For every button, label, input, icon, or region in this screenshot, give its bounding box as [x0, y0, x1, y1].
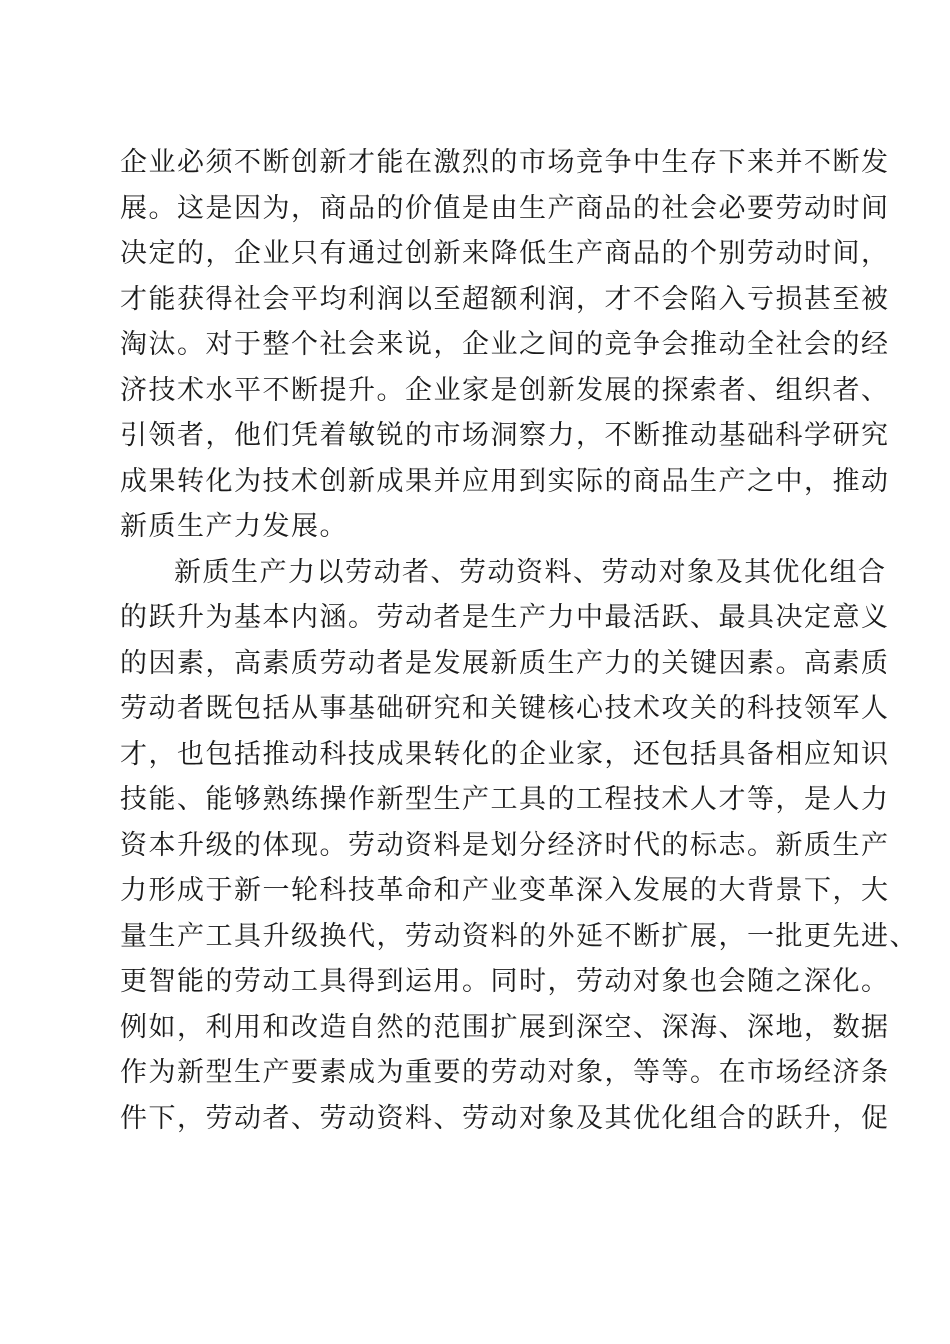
text-line: 新质生产力发展。 [120, 511, 348, 542]
text-line: 件下，劳动者、劳动资料、劳动对象及其优化组合的跃升，促 [120, 1102, 890, 1134]
text-line: 力形成于新一轮科技革命和产业变革深入发展的大背景下，大 [120, 875, 890, 906]
text-line: 展。这是因为，商品的价值是由生产商品的社会必要劳动时间 [120, 192, 890, 224]
text-line: 量生产工具升级换代，劳动资料的外延不断扩展，一批更先进、 [120, 920, 918, 952]
text-line: 决定的，企业只有通过创新来降低生产商品的个别劳动时间， [120, 238, 890, 269]
text-line: 新质生产力以劳动者、劳动资料、劳动对象及其优化组合 [174, 556, 887, 588]
text-line: 才，也包括推动科技成果转化的企业家，还包括具备相应知识 [120, 738, 890, 770]
text-line: 企业必须不断创新才能在激烈的市场竞争中生存下来并不断发 [120, 147, 890, 178]
text-line: 资本升级的体现。劳动资料是划分经济时代的标志。新质生产 [120, 829, 890, 861]
text-line: 更智能的劳动工具得到运用。同时，劳动对象也会随之深化。 [120, 966, 890, 997]
text-line: 济技术水平不断提升。企业家是创新发展的探索者、组织者、 [120, 374, 890, 406]
text-line: 淘汰。对于整个社会来说，企业之间的竞争会推动全社会的经 [120, 329, 890, 360]
text-line: 引领者，他们凭着敏锐的市场洞察力，不断推动基础科学研究 [120, 420, 890, 451]
text-line: 作为新型生产要素成为重要的劳动对象，等等。在市场经济条 [120, 1057, 890, 1088]
text-line: 才能获得社会平均利润以至超额利润，才不会陷入亏损甚至被 [120, 283, 890, 315]
text-line: 技能、能够熟练操作新型生产工具的工程技术人才等，是人力 [120, 784, 890, 815]
text-line: 的因素，高素质劳动者是发展新质生产力的关键因素。高素质 [120, 647, 890, 679]
text-line: 劳动者既包括从事基础研究和关键核心技术攻关的科技领军人 [120, 693, 890, 724]
paragraph-2 [120, 550, 918, 1142]
text-line: 的跃升为基本内涵。劳动者是生产力中最活跃、最具决定意义 [120, 602, 890, 633]
paragraph-1 [120, 140, 890, 550]
text-line: 例如，利用和改造自然的范围扩展到深空、深海、深地，数据 [120, 1011, 890, 1043]
text-line: 成果转化为技术创新成果并应用到实际的商品生产之中，推动 [120, 465, 890, 497]
document-body [120, 140, 918, 1141]
